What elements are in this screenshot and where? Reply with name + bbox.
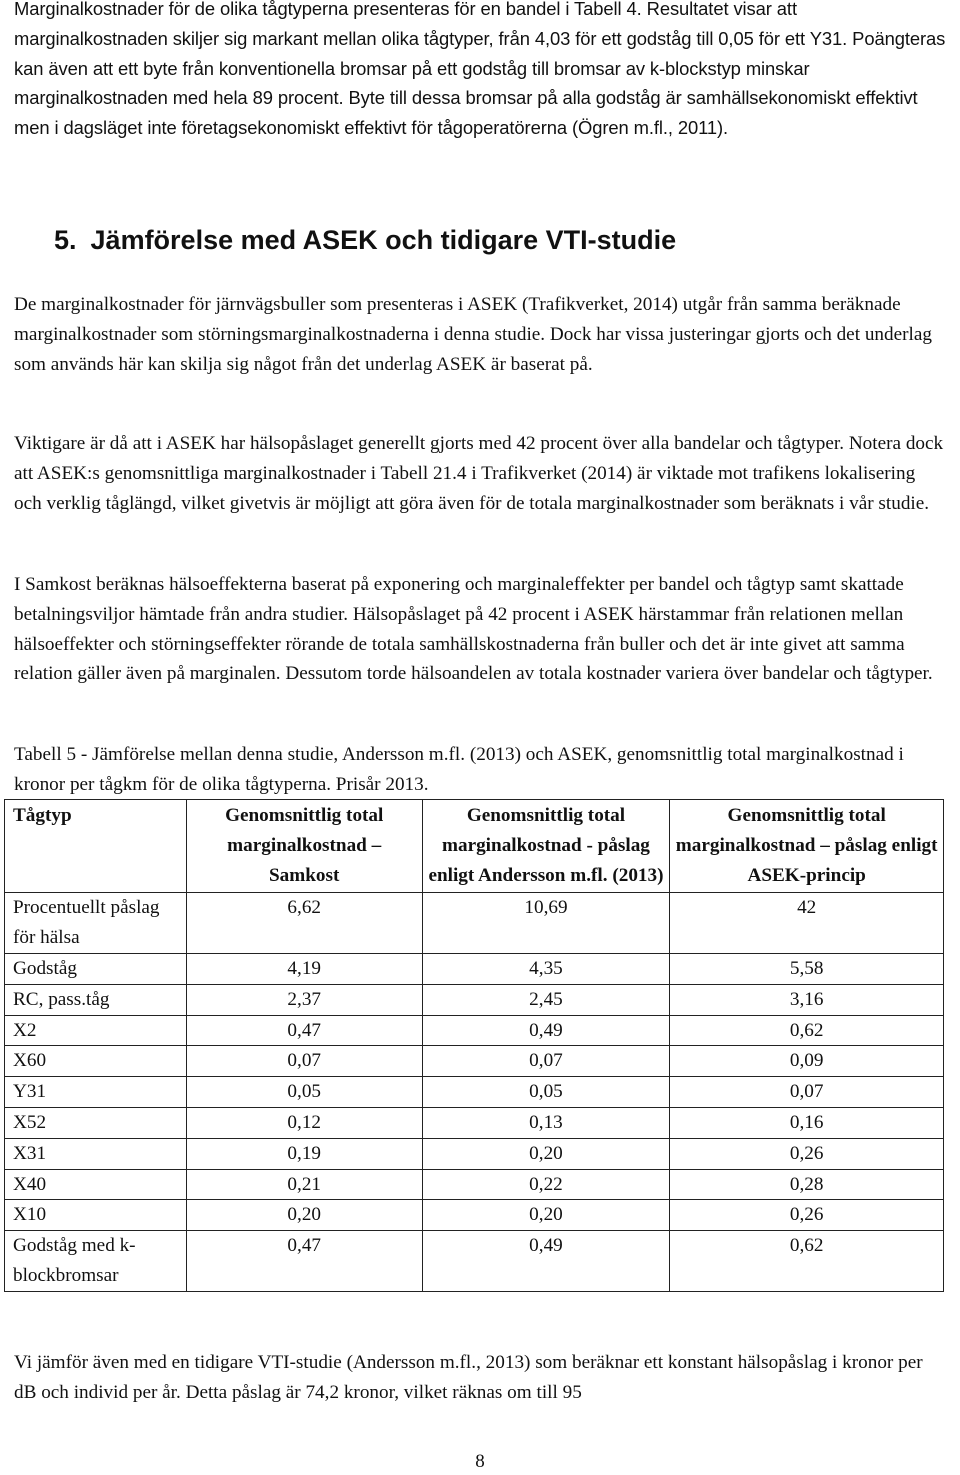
row-label-cell: Godståg — [5, 953, 187, 984]
table-body — [5, 893, 944, 1291]
table-row — [5, 1015, 944, 1046]
table-row — [5, 1231, 944, 1292]
table-row — [5, 953, 944, 984]
value-cell: 4,35 — [422, 953, 670, 984]
section-heading — [54, 222, 676, 258]
value-cell: 42 — [670, 893, 944, 954]
header-samkost: Genomsnittlig total marginalkostnad – Samkost — [186, 800, 422, 893]
value-cell: 2,37 — [186, 984, 422, 1015]
table-row — [5, 1077, 944, 1108]
header-tagtyp: Tågtyp — [5, 800, 187, 893]
value-cell: 0,26 — [670, 1200, 944, 1231]
row-label-cell: Procentuellt påslag för hälsa — [5, 893, 187, 954]
value-cell: 3,16 — [670, 984, 944, 1015]
value-cell: 4,19 — [186, 953, 422, 984]
value-cell: 0,12 — [186, 1107, 422, 1138]
value-cell: 0,13 — [422, 1107, 670, 1138]
value-cell: 0,09 — [670, 1046, 944, 1077]
value-cell: 0,07 — [186, 1046, 422, 1077]
page-number: 8 — [475, 1451, 485, 1472]
value-cell: 0,47 — [186, 1015, 422, 1046]
value-cell: 0,07 — [670, 1077, 944, 1108]
header-andersson: Genomsnittlig total marginalkostnad - påslag enligt Andersson m.fl. (2013) — [422, 800, 670, 893]
header-asek: Genomsnittlig total marginalkostnad – påslag enligt ASEK-princip — [670, 800, 944, 893]
section-title: Jämförelse med ASEK och tidigare VTI-studie — [90, 225, 677, 255]
table-row — [5, 1169, 944, 1200]
table-caption: Tabell 5 - Jämförelse mellan denna studie, Andersson m.fl. (2013) och ASEK, genomsnittlig total marginalkostnad i kronor per tågkm för de olika tågtyperna. Prisår 2013. — [14, 744, 904, 795]
value-cell: 0,62 — [670, 1015, 944, 1046]
value-cell: 0,20 — [422, 1138, 670, 1169]
table-row — [5, 893, 944, 954]
value-cell: 0,05 — [186, 1077, 422, 1108]
row-label-cell: RC, pass.tåg — [5, 984, 187, 1015]
value-cell: 0,62 — [670, 1231, 944, 1292]
paragraph-health-markup: Viktigare är då att i ASEK har hälsopåslaget generellt gjorts med 42 procent över alla bandelar och tågtyper. Notera dock att ASEK:s genomsnittliga marginalkostnader i Tabell 21.4 i Trafikverket (2014) är viktade mot trafikens lokalisering och verklig tåglängd, vilket givetvis är möjligt att göra även för de totala marginalkostnader som beräknats i vår studie. — [14, 433, 944, 514]
value-cell: 0,26 — [670, 1138, 944, 1169]
table-row — [5, 1046, 944, 1077]
value-cell: 0,49 — [422, 1015, 670, 1046]
value-cell: 0,22 — [422, 1169, 670, 1200]
value-cell: 0,16 — [670, 1107, 944, 1138]
table-row — [5, 1107, 944, 1138]
row-label-cell: Godståg med k-blockbromsar — [5, 1231, 187, 1292]
value-cell: 0,21 — [186, 1169, 422, 1200]
table-row — [5, 984, 944, 1015]
row-label-cell: X40 — [5, 1169, 187, 1200]
comparison-table — [4, 799, 944, 1292]
value-cell: 0,20 — [186, 1200, 422, 1231]
value-cell: 2,45 — [422, 984, 670, 1015]
value-cell: 5,58 — [670, 953, 944, 984]
value-cell: 6,62 — [186, 893, 422, 954]
value-cell: 0,19 — [186, 1138, 422, 1169]
paragraph-vti-study: Vi jämför även med en tidigare VTI-studie (Andersson m.fl., 2013) som beräknar ett konstant hälsopåslag i kronor per dB och individ per år. Detta påslag är 74,2 kronor, vilket räknas om till 95 — [14, 1352, 923, 1403]
row-label-cell: X52 — [5, 1107, 187, 1138]
value-cell: 0,28 — [670, 1169, 944, 1200]
paragraph-samkost: I Samkost beräknas hälsoeffekterna baserat på exponering och marginaleffekter per bandel och tågtyp samt skattade betalningsviljor hämtade från andra studier. Hälsopåslaget på 42 procent i ASEK härstammar från relationen mellan hälsoeffekter och störningseffekter rörande de totala samhällskostnaderna från buller och det är inte givet att samma relation gäller även på marginalen. Dessutom torde hälsoandelen av totala kostnader variera över bandelar och tågtyper. — [14, 574, 933, 685]
value-cell: 10,69 — [422, 893, 670, 954]
row-label-cell: X10 — [5, 1200, 187, 1231]
row-label-cell: X31 — [5, 1138, 187, 1169]
section-number: 5. — [54, 225, 77, 255]
row-label-cell: Y31 — [5, 1077, 187, 1108]
value-cell: 0,49 — [422, 1231, 670, 1292]
value-cell: 0,47 — [186, 1231, 422, 1292]
paragraph-asek-intro: De marginalkostnader för järnvägsbuller som presenteras i ASEK (Trafikverket, 2014) utgår från samma beräknade marginalkostnader som störningsmarginalkostnaderna i denna studie. Dock har vissa justeringar gjorts och det underlag som används här kan skilja sig något från det underlag ASEK är baserat på. — [14, 294, 932, 375]
value-cell: 0,07 — [422, 1046, 670, 1077]
table-header-row — [5, 800, 944, 893]
value-cell: 0,05 — [422, 1077, 670, 1108]
table-row — [5, 1200, 944, 1231]
intro-paragraph: Marginalkostnader för de olika tågtyperna presenteras för en bandel i Tabell 4. Resultatet visar att marginalkostnaden skiljer sig markant mellan olika tågtyper, från 4,03 för ett godståg till 0,05 för ett Y31. Poängteras kan även att ett byte från konventionella bromsar på ett godståg till bromsar av k-blockstyp minskar marginalkostnaden med hela 89 procent. Byte till dessa bromsar på alla godståg är samhällsekonomiskt effektivt men i dagsläget inte företagsekonomiskt effektivt för tågoperatörerna (Ögren m.fl., 2011). — [14, 0, 946, 139]
row-label-cell: X60 — [5, 1046, 187, 1077]
value-cell: 0,20 — [422, 1200, 670, 1231]
table-row — [5, 1138, 944, 1169]
row-label-cell: X2 — [5, 1015, 187, 1046]
